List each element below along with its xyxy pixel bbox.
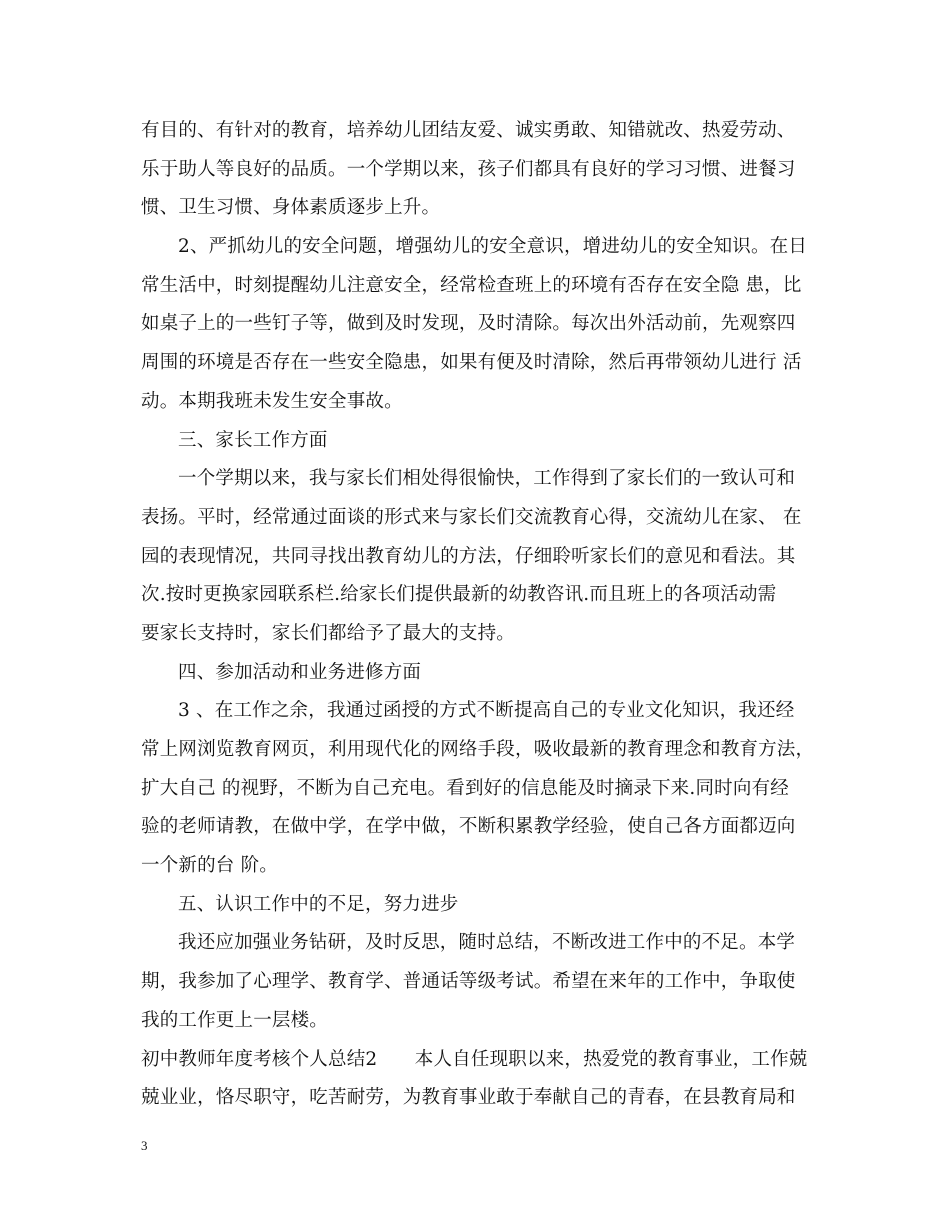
body-line: 次.按时更换家园联系栏.给家长们提供最新的幼教咨讯.而且班上的各项活动需	[141, 584, 777, 606]
body-line: 周围的环境是否存在一些安全隐患，如果有便及时清除，然后再带领幼儿进行 活	[141, 352, 802, 374]
document-body	[141, 112, 815, 1118]
body-line: 期，我参加了心理学、教育学、普通话等级考试。希望在来年的工作中，争取使	[141, 971, 796, 993]
paragraph-start: 一个学期以来，我与家长们相处得很愉快，工作得到了家长们的一致认可和	[178, 468, 796, 490]
body-line: 惯、卫生习惯、身体素质逐步上升。	[141, 197, 441, 219]
body-line: 要家长支持时，家长们都给予了最大的支持。	[141, 622, 516, 644]
body-line: 兢业业，恪尽职守，吃苦耐劳，为教育事业敢于奉献自己的青春，在县教育局和	[141, 1087, 796, 1109]
paragraph-start: 3 、在工作之余，我通过函授的方式不断提高自己的专业文化知识，我还经	[178, 700, 795, 722]
section-heading: 五、认识工作中的不足，努力进步	[178, 893, 459, 915]
body-line: 有目的、有针对的教育，培养幼儿团结友爱、诚实勇敢、知错就改、热爱劳动、	[141, 120, 796, 141]
page-number: 3	[141, 1138, 148, 1153]
body-line: 园的表现情况，共同寻找出教育幼儿的方法，仔细聆听家长们的意见和看法。其	[141, 545, 796, 567]
body-line: 常上网浏览教育网页，利用现代化的网络手段，吸收最新的教育理念和教育方法，	[141, 739, 815, 760]
paragraph-start: 我还应加强业务钻研，及时反思，随时总结，不断改进工作中的不足。本学	[178, 932, 796, 954]
body-line: 表扬。平时，经常通过面谈的形式来与家长们交流教育心得，交流幼儿在家、 在	[141, 506, 802, 528]
body-line: 扩大自己 的视野，不断为自己充电。看到好的信息能及时摘录下来.同时向有经	[141, 777, 789, 799]
article-title-line: 初中教师年度考核个人总结2 本人自任现职以来，热爱党的教育事业，工作兢	[141, 1048, 808, 1070]
body-line: 验的老师请教，在做中学，在学中做，不断积累教学经验，使自己各方面都迈向	[141, 816, 796, 838]
body-line: 如桌子上的一些钉子等，做到及时发现，及时清除。每次出外活动前，先观察四	[141, 313, 796, 335]
section-heading: 四、参加活动和业务进修方面	[178, 661, 422, 683]
body-line: 动。本期我班未发生安全事故。	[141, 390, 403, 412]
body-line: 一个新的台 阶。	[141, 855, 278, 877]
body-line: 我的工作更上一层楼。	[141, 1009, 329, 1031]
paragraph-start: 2、严抓幼儿的安全问题，增强幼儿的安全意识，增进幼儿的安全知识。在日	[178, 236, 808, 258]
section-heading: 三、家长工作方面	[178, 429, 328, 451]
body-line: 乐于助人等良好的品质。一个学期以来，孩子们都具有良好的学习习惯、进餐习	[141, 158, 796, 180]
body-line: 常生活中，时刻提醒幼儿注意安全，经常检查班上的环境有否存在安全隐 患，比	[141, 274, 802, 296]
